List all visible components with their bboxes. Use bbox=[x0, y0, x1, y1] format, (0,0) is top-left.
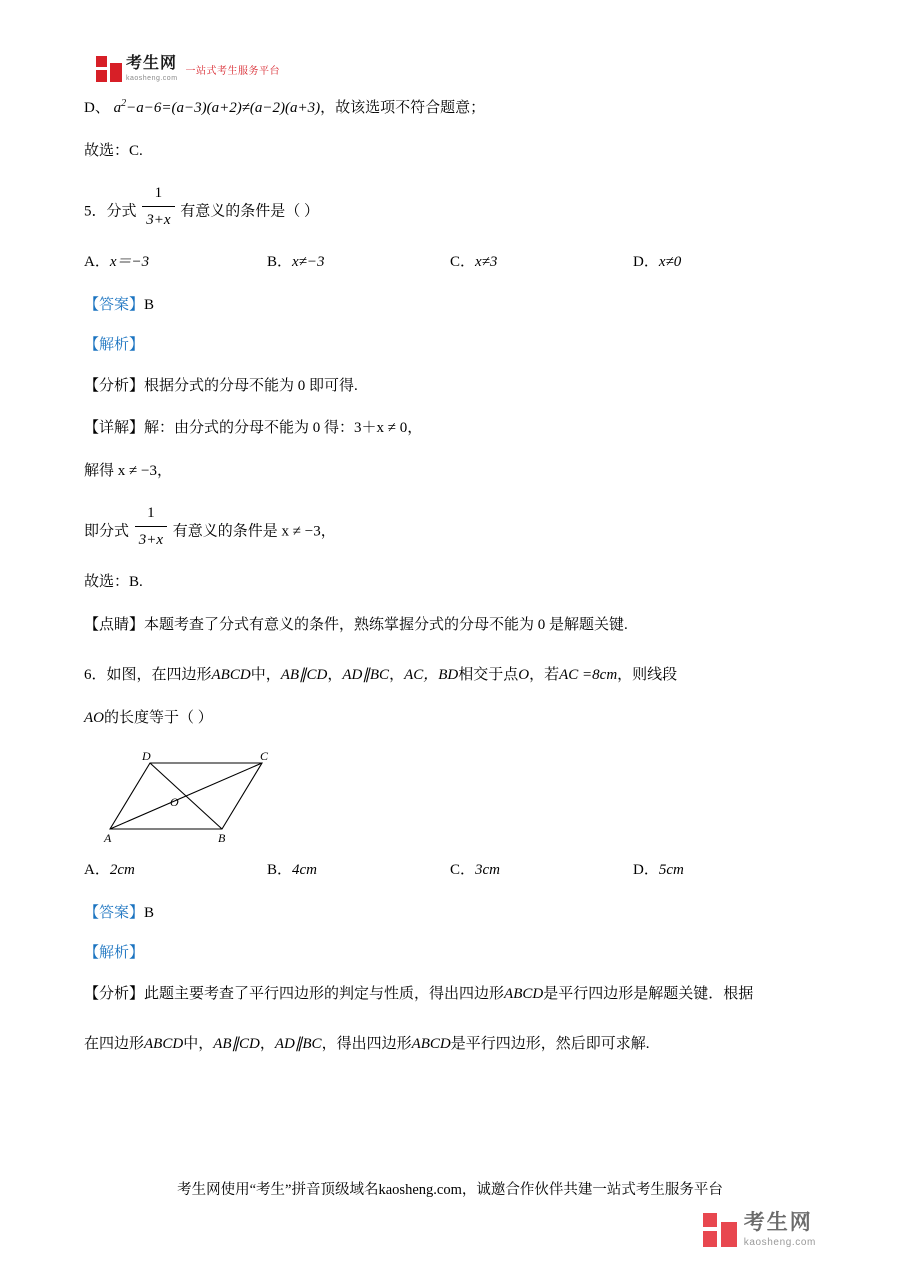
option-a-label: A． bbox=[84, 862, 110, 878]
fraction-denominator: 3+x bbox=[138, 531, 164, 548]
question-5-conclusion bbox=[84, 502, 816, 551]
conclusion-fraction bbox=[135, 502, 167, 551]
option-d-expr-a: a bbox=[113, 100, 122, 116]
option-c-label: C． bbox=[450, 254, 476, 270]
option-a bbox=[84, 859, 267, 882]
logo-mark-icon bbox=[96, 56, 122, 82]
footer-note: 考生网使用“考生”拼音顶级域名kaosheng.com，诚邀合作伙伴共建一站式考生服务平台 bbox=[177, 1182, 723, 1198]
svg-text:B: B bbox=[218, 831, 226, 845]
document-content bbox=[84, 96, 816, 1076]
question-5-analysis bbox=[84, 375, 816, 398]
question-6-answer bbox=[84, 902, 816, 925]
option-d bbox=[633, 859, 816, 882]
last-tail: 是平行四边形，然后即可求解. bbox=[450, 1036, 650, 1052]
question-6-analysis bbox=[84, 983, 816, 1006]
question-6-number: 6．如图，在四边形 bbox=[84, 667, 212, 683]
q6-text-7: 的长度等于（ ） bbox=[104, 709, 213, 726]
option-d-expr-sup: 2 bbox=[121, 98, 127, 109]
last-ab-cd: AB∥CD bbox=[213, 1036, 260, 1052]
point-tag: 【点睛】 bbox=[84, 616, 145, 633]
option-c-text: 3cm bbox=[475, 862, 501, 878]
footer-logo-title: 考生网 bbox=[743, 1211, 813, 1234]
q6-text-5: ，若 bbox=[529, 667, 560, 683]
q6-text-2: ， bbox=[327, 667, 343, 683]
logo-subtitle: kaosheng.com bbox=[126, 75, 178, 82]
analysis-abcd: ABCD bbox=[504, 985, 544, 1002]
q6-ac-val: AC =8cm bbox=[559, 667, 618, 683]
question-5-options bbox=[84, 251, 816, 274]
question-5-explain-tag: 【解析】 bbox=[84, 337, 145, 353]
last-prefix: 在四边形 bbox=[84, 1036, 145, 1052]
svg-text:C: C bbox=[260, 749, 269, 763]
q6-text-4: 相交于点 bbox=[458, 667, 519, 683]
question-5-detail bbox=[84, 417, 816, 440]
option-b-label: B． bbox=[267, 254, 293, 270]
logo-tagline: 一站式考生服务平台 bbox=[185, 66, 281, 77]
option-c bbox=[450, 859, 633, 882]
question-5-stem bbox=[84, 182, 816, 231]
fraction-denominator: 3+x bbox=[146, 211, 171, 228]
q6-o: O bbox=[518, 667, 530, 683]
last-mid-2: ， bbox=[259, 1036, 275, 1052]
q6-ac-bd: AC，BD bbox=[404, 667, 459, 683]
fraction-numerator: 1 bbox=[135, 502, 167, 527]
option-b bbox=[267, 251, 450, 274]
question-6-options bbox=[84, 859, 816, 882]
option-d-label-3: D． bbox=[633, 862, 659, 878]
footer-logo-subtitle: kaosheng.com bbox=[743, 1237, 816, 1248]
question-5-fraction bbox=[142, 182, 174, 231]
option-b-label: B． bbox=[267, 862, 293, 878]
last-ad-bc: AD∥BC bbox=[274, 1036, 322, 1052]
option-a-label: A． bbox=[84, 254, 110, 270]
option-d-text: x≠0 bbox=[658, 254, 682, 270]
option-c-text: x≠3 bbox=[475, 254, 498, 270]
question-6-explain-tag: 【解析】 bbox=[84, 945, 145, 961]
logo-text bbox=[126, 56, 178, 82]
option-d-text: 5cm bbox=[658, 862, 684, 878]
q6-text-1: 中， bbox=[250, 667, 281, 683]
option-c bbox=[450, 251, 633, 274]
parallelogram-svg bbox=[102, 749, 282, 845]
option-b-text: x≠−3 bbox=[292, 254, 325, 270]
option-a-text: x＝−3 bbox=[109, 254, 150, 270]
analysis-text-b: 是平行四边形是解题关键．根据 bbox=[543, 985, 754, 1002]
q6-ad-bc: AD∥BC bbox=[342, 667, 390, 683]
analysis-text: 根据分式的分母不能为 0 即可得. bbox=[144, 377, 358, 394]
option-c-label: C． bbox=[450, 862, 476, 878]
question-5-solve: 解得 x ≠ −3， bbox=[84, 462, 172, 479]
logo-title: 考生网 bbox=[126, 55, 178, 72]
answer-tag: 【答案】 bbox=[84, 296, 145, 313]
detail-tag: 【详解】 bbox=[84, 420, 145, 436]
last-abcd: ABCD bbox=[144, 1036, 184, 1052]
question-5-number: 5．分式 bbox=[84, 203, 137, 220]
q6-text-3: ， bbox=[389, 667, 405, 683]
question-6-stem-2 bbox=[84, 707, 816, 730]
svg-text:D: D bbox=[142, 749, 151, 763]
footer-logo-text bbox=[744, 1212, 816, 1248]
last-mid-3: ，得出四边形 bbox=[321, 1036, 412, 1052]
last-abcd-3: ABCD bbox=[411, 1036, 451, 1052]
detail-text: 解：由分式的分母不能为 0 得：3＋x ≠ 0， bbox=[144, 420, 423, 436]
conclusion-prefix: 即分式 bbox=[84, 523, 130, 540]
question-5-answer bbox=[84, 294, 816, 317]
point-text: 本题考查了分式有意义的条件，熟练掌握分式的分母不能为 0 是解题关键. bbox=[144, 616, 628, 633]
q6-abcd: ABCD bbox=[211, 667, 251, 683]
option-a-text: 2cm bbox=[109, 862, 135, 878]
svg-text:A: A bbox=[104, 831, 112, 845]
fraction-numerator: 1 bbox=[142, 182, 174, 207]
analysis-text-a: 此题主要考查了平行四边形的判定与性质，得出四边形 bbox=[144, 985, 505, 1002]
answer-value: B bbox=[144, 904, 155, 921]
conclusion-tail: 有意义的条件是 x ≠ −3， bbox=[172, 523, 336, 540]
site-logo bbox=[96, 56, 280, 82]
question-6-stem bbox=[84, 664, 816, 687]
analysis-tag: 【分析】 bbox=[84, 377, 145, 394]
question-5-choose: 故选：B. bbox=[84, 574, 143, 590]
option-d-label-2: D． bbox=[633, 254, 659, 270]
question-5-tail: 有意义的条件是（ ） bbox=[180, 203, 320, 220]
option-d bbox=[633, 251, 816, 274]
question-6-last-line bbox=[84, 1033, 816, 1056]
last-mid-1: 中， bbox=[183, 1036, 214, 1052]
parallelogram-figure bbox=[102, 749, 282, 845]
choose-c-line: 故选：C. bbox=[84, 142, 143, 159]
option-b-text: 4cm bbox=[292, 862, 318, 878]
q6-text-6: ，则线段 bbox=[617, 667, 678, 683]
option-d-line bbox=[84, 96, 816, 120]
q6-ao: AO bbox=[84, 709, 104, 726]
question-5-point bbox=[84, 614, 816, 637]
answer-tag: 【答案】 bbox=[84, 904, 145, 921]
footer-logo-mark-icon bbox=[703, 1213, 737, 1247]
answer-value: B bbox=[144, 296, 155, 313]
option-d-tail: ，故该选项不符合题意； bbox=[320, 100, 486, 116]
analysis-tag: 【分析】 bbox=[84, 985, 145, 1002]
option-a bbox=[84, 251, 267, 274]
footer-logo bbox=[703, 1212, 816, 1248]
option-d-expr-rest: −a−6=(a−3)(a+2)≠(a−2)(a+3) bbox=[126, 100, 321, 116]
q6-ab-cd: AB∥CD bbox=[280, 667, 328, 683]
option-d-label: D、 bbox=[84, 100, 110, 116]
svg-text:O: O bbox=[170, 795, 179, 809]
option-b bbox=[267, 859, 450, 882]
